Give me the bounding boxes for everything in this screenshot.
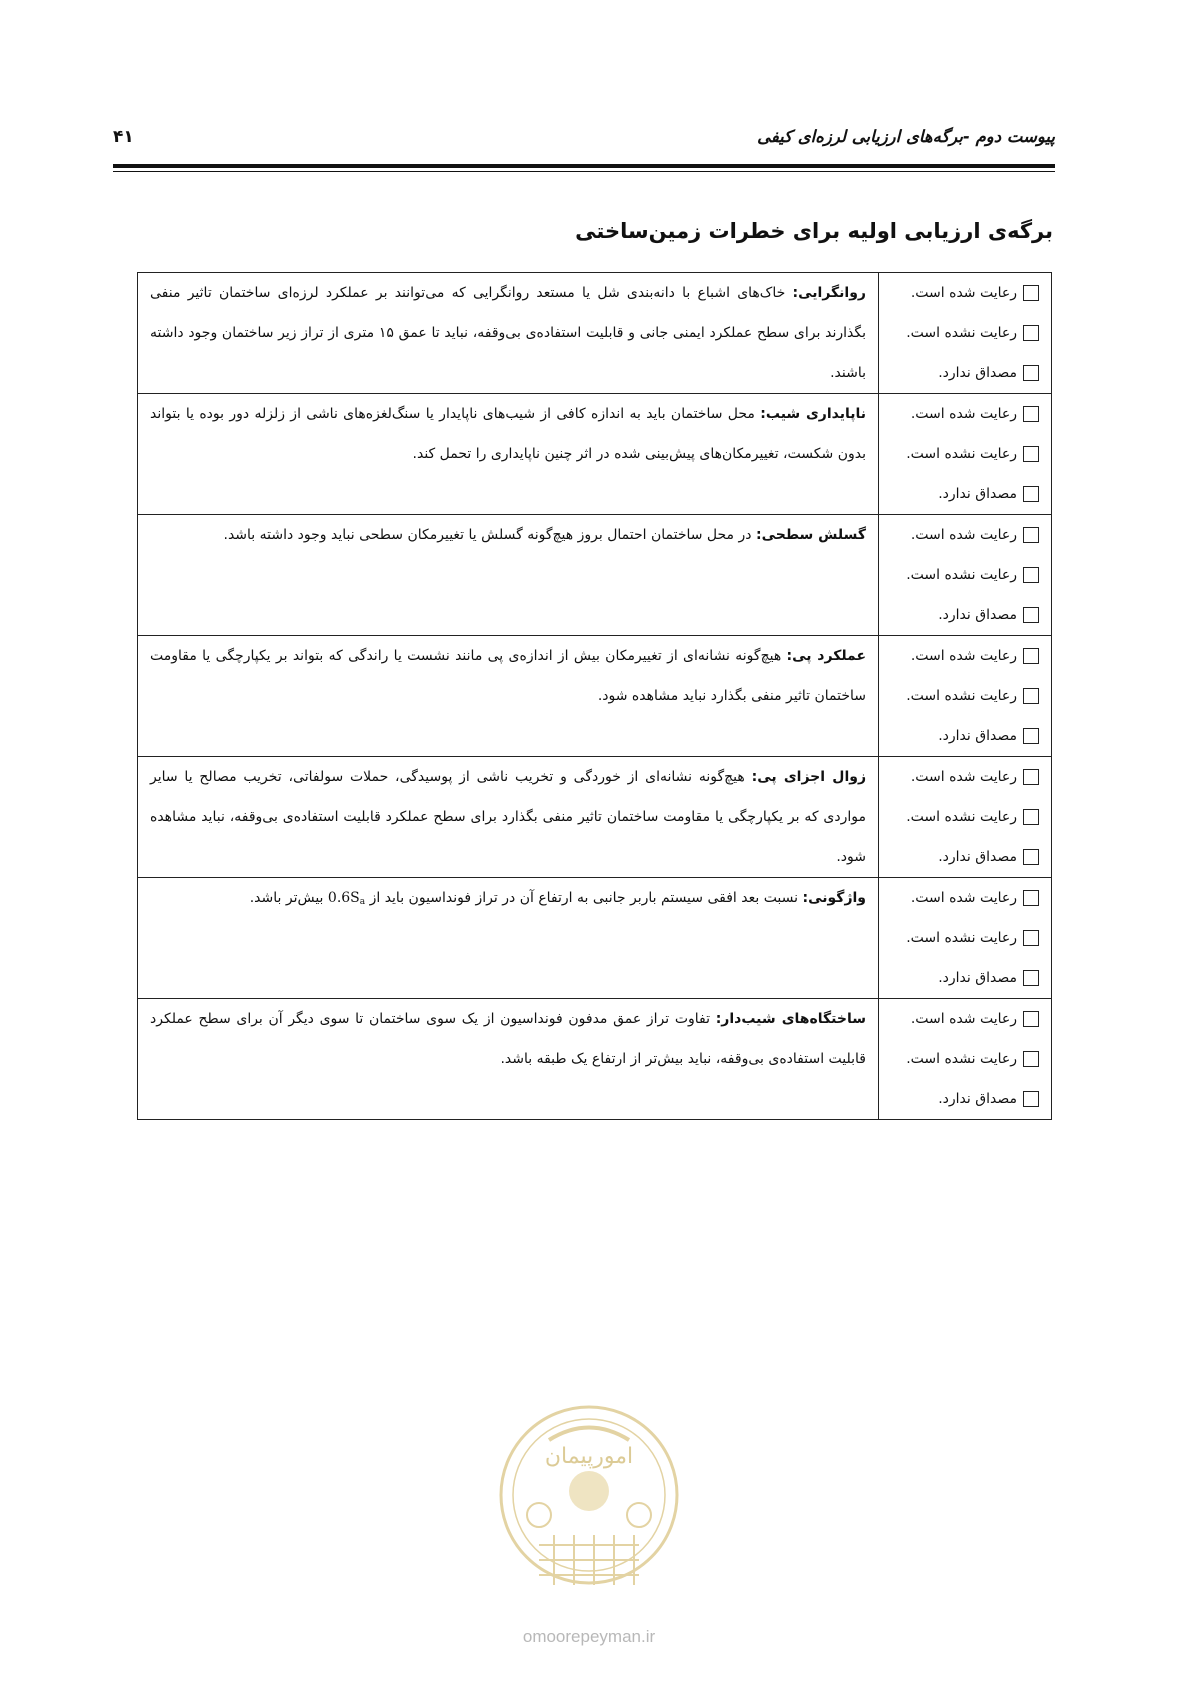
checkbox[interactable] [1023, 486, 1039, 502]
checkbox[interactable] [1023, 930, 1039, 946]
checkbox[interactable] [1023, 567, 1039, 583]
option-not-complied[interactable]: رعایت نشده است. [879, 918, 1051, 958]
item-text: در محل ساختمان احتمال بروز هیچ‌گونه گسلش یا تغییرمکان سطحی نباید وجود داشته باشد. [223, 527, 752, 543]
option-not-complied[interactable]: رعایت نشده است. [879, 676, 1051, 716]
page-number: ۴۱ [113, 127, 134, 147]
table-row [138, 636, 1052, 757]
option-not-applicable[interactable]: مصداق ندارد. [879, 958, 1051, 998]
options-cell [879, 878, 1052, 999]
checkbox[interactable] [1023, 325, 1039, 341]
checkbox[interactable] [1023, 446, 1039, 462]
checkbox[interactable] [1023, 809, 1039, 825]
header-rule-thin [113, 171, 1055, 172]
option-not-applicable[interactable]: مصداق ندارد. [879, 474, 1051, 514]
watermark-logo-text: امورپیمان [544, 1444, 634, 1469]
item-term: ساختگاه‌های شیب‌دار: [715, 1011, 867, 1027]
checkbox[interactable] [1023, 728, 1039, 744]
table-row [138, 999, 1052, 1120]
options-cell [879, 394, 1052, 515]
item-term: روانگرایی: [792, 285, 866, 301]
option-not-complied[interactable]: رعایت نشده است. [879, 1039, 1051, 1079]
table-row [138, 394, 1052, 515]
description-cell [138, 878, 879, 999]
item-text: تفاوت تراز عمق مدفون فونداسیون از یک سوی ساختمان تا سوی دیگر آن برای سطح عملکرد قابلیت استفاده‌ی بی‌وقفه، نباید بیش‌تر از ارتفاع یک طبقه باشد. [150, 1011, 866, 1067]
options-cell [879, 757, 1052, 878]
option-complied[interactable]: رعایت شده است. [879, 636, 1051, 676]
option-complied[interactable]: رعایت شده است. [879, 757, 1051, 797]
checkbox[interactable] [1023, 849, 1039, 865]
option-not-complied[interactable]: رعایت نشده است. [879, 313, 1051, 353]
checkbox[interactable] [1023, 1091, 1039, 1107]
option-complied[interactable]: رعایت شده است. [879, 999, 1051, 1039]
checkbox[interactable] [1023, 890, 1039, 906]
option-not-complied[interactable]: رعایت نشده است. [879, 797, 1051, 837]
item-term: واژگونی: [802, 890, 866, 906]
table-row [138, 878, 1052, 999]
item-text: محل ساختمان باید به اندازه کافی از شیب‌های ناپایدار یا سنگ‌لغزه‌های ناشی از زلزله دور بوده یا بتواند بدون شکست، تغییرمکان‌های پیش‌بینی شده در اثر چنین ناپایداری را تحمل کند. [150, 406, 866, 462]
formula-subscript: a [359, 897, 366, 907]
item-text-after: بیش‌تر باشد. [249, 890, 328, 906]
checkbox[interactable] [1023, 365, 1039, 381]
description-cell [138, 636, 879, 757]
watermark [489, 1395, 689, 1645]
item-term: عملکرد پی: [786, 648, 867, 664]
description-cell [138, 394, 879, 515]
checkbox[interactable] [1023, 648, 1039, 664]
item-term: ناپایداری شیب: [760, 406, 867, 422]
option-not-complied[interactable]: رعایت نشده است. [879, 434, 1051, 474]
checkbox[interactable] [1023, 607, 1039, 623]
checkbox[interactable] [1023, 285, 1039, 301]
description-cell [138, 999, 879, 1120]
table-row [138, 515, 1052, 636]
options-cell [879, 999, 1052, 1120]
formula [328, 890, 365, 906]
description-cell [138, 757, 879, 878]
description-cell [138, 515, 879, 636]
checkbox[interactable] [1023, 688, 1039, 704]
checkbox[interactable] [1023, 406, 1039, 422]
description-cell [138, 273, 879, 394]
options-cell [879, 636, 1052, 757]
watermark-text: omoorepeyman.ir [522, 1627, 656, 1646]
formula-main: 0.6S [327, 890, 360, 906]
option-complied[interactable]: رعایت شده است. [879, 878, 1051, 918]
form-title: برگه‌ی ارزیابی اولیه برای خطرات زمین‌ساختی [575, 219, 1053, 243]
item-term: زوال اجزای پی: [751, 769, 867, 785]
table-row [138, 757, 1052, 878]
option-not-applicable[interactable]: مصداق ندارد. [879, 837, 1051, 877]
watermark-logo-icon [489, 1395, 689, 1620]
checkbox[interactable] [1023, 970, 1039, 986]
item-text: هیچ‌گونه نشانه‌ای از خوردگی و تخریب ناشی از پوسیدگی، حملات سولفاتی، تخریب مصالح یا سایر مواردی که بر یکپارچگی یا مقاومت ساختمان تاثیر منفی بگذارد برای سطح عملکرد قابلیت استفاده‌ی بی‌وقفه، نباید مشاهده شود. [150, 769, 866, 865]
option-complied[interactable]: رعایت شده است. [879, 515, 1051, 555]
assessment-table [137, 272, 1052, 1120]
item-text: هیچ‌گونه نشانه‌ای از تغییرمکان بیش از اندازه‌ی پی مانند نشست یا راندگی که بتواند بر یکپارچگی یا مقاومت ساختمان تاثیر منفی بگذارد نباید مشاهده شود. [150, 648, 866, 704]
checkbox[interactable] [1023, 527, 1039, 543]
header-title: پیوست دوم -برگه‌های ارزیابی لرزه‌ای کیفی [757, 127, 1055, 146]
checkbox[interactable] [1023, 1011, 1039, 1027]
checkbox[interactable] [1023, 1051, 1039, 1067]
table-row [138, 273, 1052, 394]
item-text-before: نسبت بعد افقی سیستم باربر جانبی به ارتفاع آن در تراز فونداسیون باید از [365, 890, 799, 906]
page-header [113, 123, 1055, 153]
item-term: گسلش سطحی: [755, 527, 866, 543]
option-complied[interactable]: رعایت شده است. [879, 394, 1051, 434]
option-not-applicable[interactable]: مصداق ندارد. [879, 595, 1051, 635]
item-text: خاک‌های اشباع با دانه‌بندی شل یا مستعد روانگرایی که می‌توانند بر عملکرد لرزه‌ای ساختمان تاثیر منفی بگذارند برای سطح عملکرد ایمنی جانی و قابلیت استفاده‌ی بی‌وقفه، نباید تا عمق ۱۵ متری از تراز زیر ساختمان وجود داشته باشند. [150, 285, 867, 381]
header-rule-thick [113, 164, 1055, 168]
options-cell [879, 515, 1052, 636]
option-not-applicable[interactable]: مصداق ندارد. [879, 716, 1051, 756]
option-complied[interactable]: رعایت شده است. [879, 273, 1051, 313]
option-not-complied[interactable]: رعایت نشده است. [879, 555, 1051, 595]
option-not-applicable[interactable]: مصداق ندارد. [879, 1079, 1051, 1119]
option-not-applicable[interactable]: مصداق ندارد. [879, 353, 1051, 393]
checkbox[interactable] [1023, 769, 1039, 785]
options-cell [879, 273, 1052, 394]
